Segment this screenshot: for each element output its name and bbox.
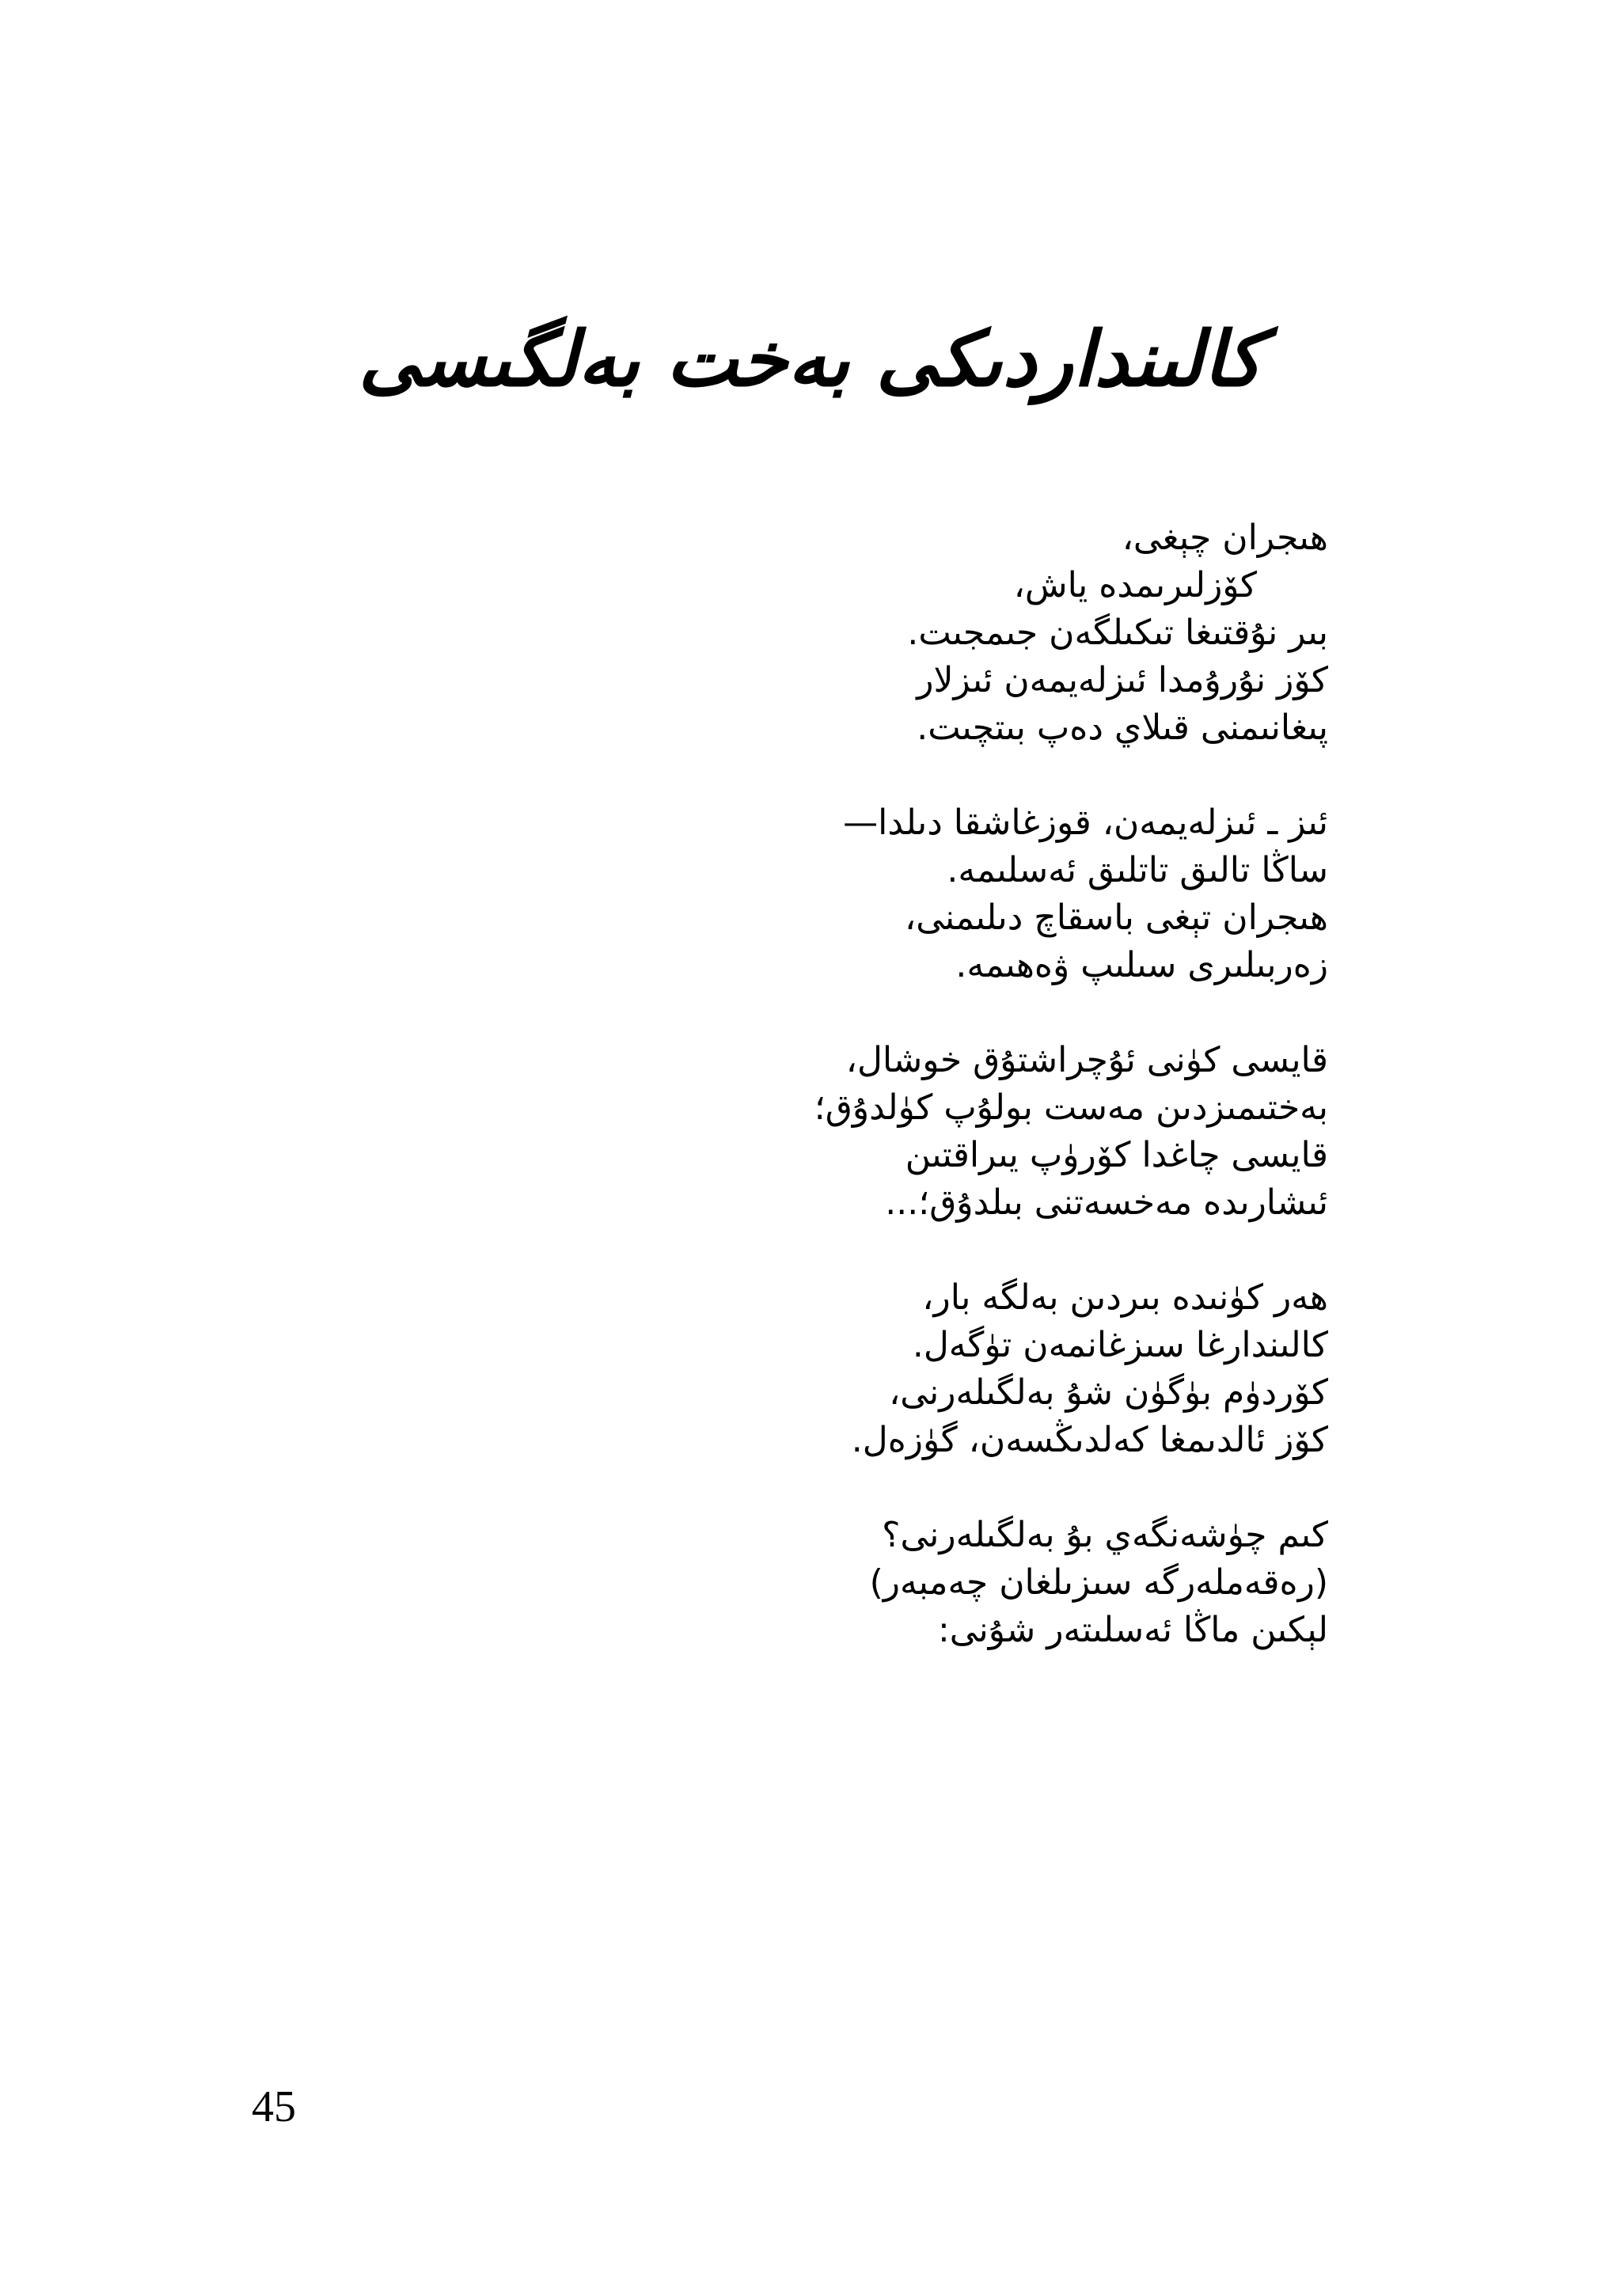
poem-line: بىر نۇقتىغا تىكىلگەن جىمجىت. (907, 613, 1328, 653)
poem-line: بەختىمىزدىن مەست بولۇپ كۈلدۇق؛ (814, 1087, 1328, 1128)
stanza-5 (457, 1512, 1328, 1654)
poem-line: زەربىلىرى سىلىپ ۋەھىمە. (955, 945, 1328, 985)
poem-body (457, 514, 1328, 1702)
poem-line: قايسى كۈنى ئۇچراشتۇق خوشال، (845, 1040, 1328, 1080)
poem-line: كۆزلىرىمدە ياش، (1013, 565, 1257, 605)
poem-line: ساڭا تالىق تاتلىق ئەسلىمە. (947, 850, 1328, 890)
poem-line: كۆز نۇرۇمدا ئىزلەيمەن ئىزلار (917, 660, 1328, 700)
poem-line: پىغانىمنى قىلاي دەپ بىتچىت. (917, 708, 1328, 748)
stanza-2 (457, 799, 1328, 989)
poem-line: ھەر كۈنىدە بىردىن بەلگە بار، (922, 1277, 1328, 1318)
poem-line: لېكىن ماڭا ئەسلىتەر شۇنى: (937, 1610, 1328, 1650)
stanza-4 (457, 1274, 1328, 1464)
poem-line: (رەقەملەرگە سىزىلغان چەمبەر) (869, 1562, 1328, 1603)
poem-line: كۆردۈم بۈگۈن شۇ بەلگىلەرنى، (889, 1372, 1328, 1413)
stanza-1 (457, 514, 1328, 752)
poem-line: قايسى چاغدا كۆرۈپ يىراقتىن (905, 1135, 1328, 1175)
poem-line: كۆز ئالدىمغا كەلدىڭسەن، گۈزەل. (851, 1420, 1328, 1460)
poem-line: كالىندارغا سىزغانمەن تۈگەل. (912, 1325, 1328, 1365)
page-number: 45 (252, 2082, 296, 2131)
poem-title: كالىنداردىكى بەخت بەلگىسى (359, 315, 1262, 404)
poem-line: كىم چۈشەنگەي بۇ بەلگىلەرنى؟ (882, 1515, 1328, 1555)
poem-line: ھىجران تېغى باسقاچ دىلىمنى، (905, 898, 1328, 938)
poem-line: ئىز ـ ئىزلەيمەن، قوزغاشقا دىلدا— (843, 803, 1328, 843)
poem-line: ھىجران چېغى، (1122, 518, 1328, 558)
stanza-3 (457, 1037, 1328, 1227)
poem-line: ئىشارىدە مەخسەتنى بىلدۇق؛... (885, 1182, 1328, 1223)
